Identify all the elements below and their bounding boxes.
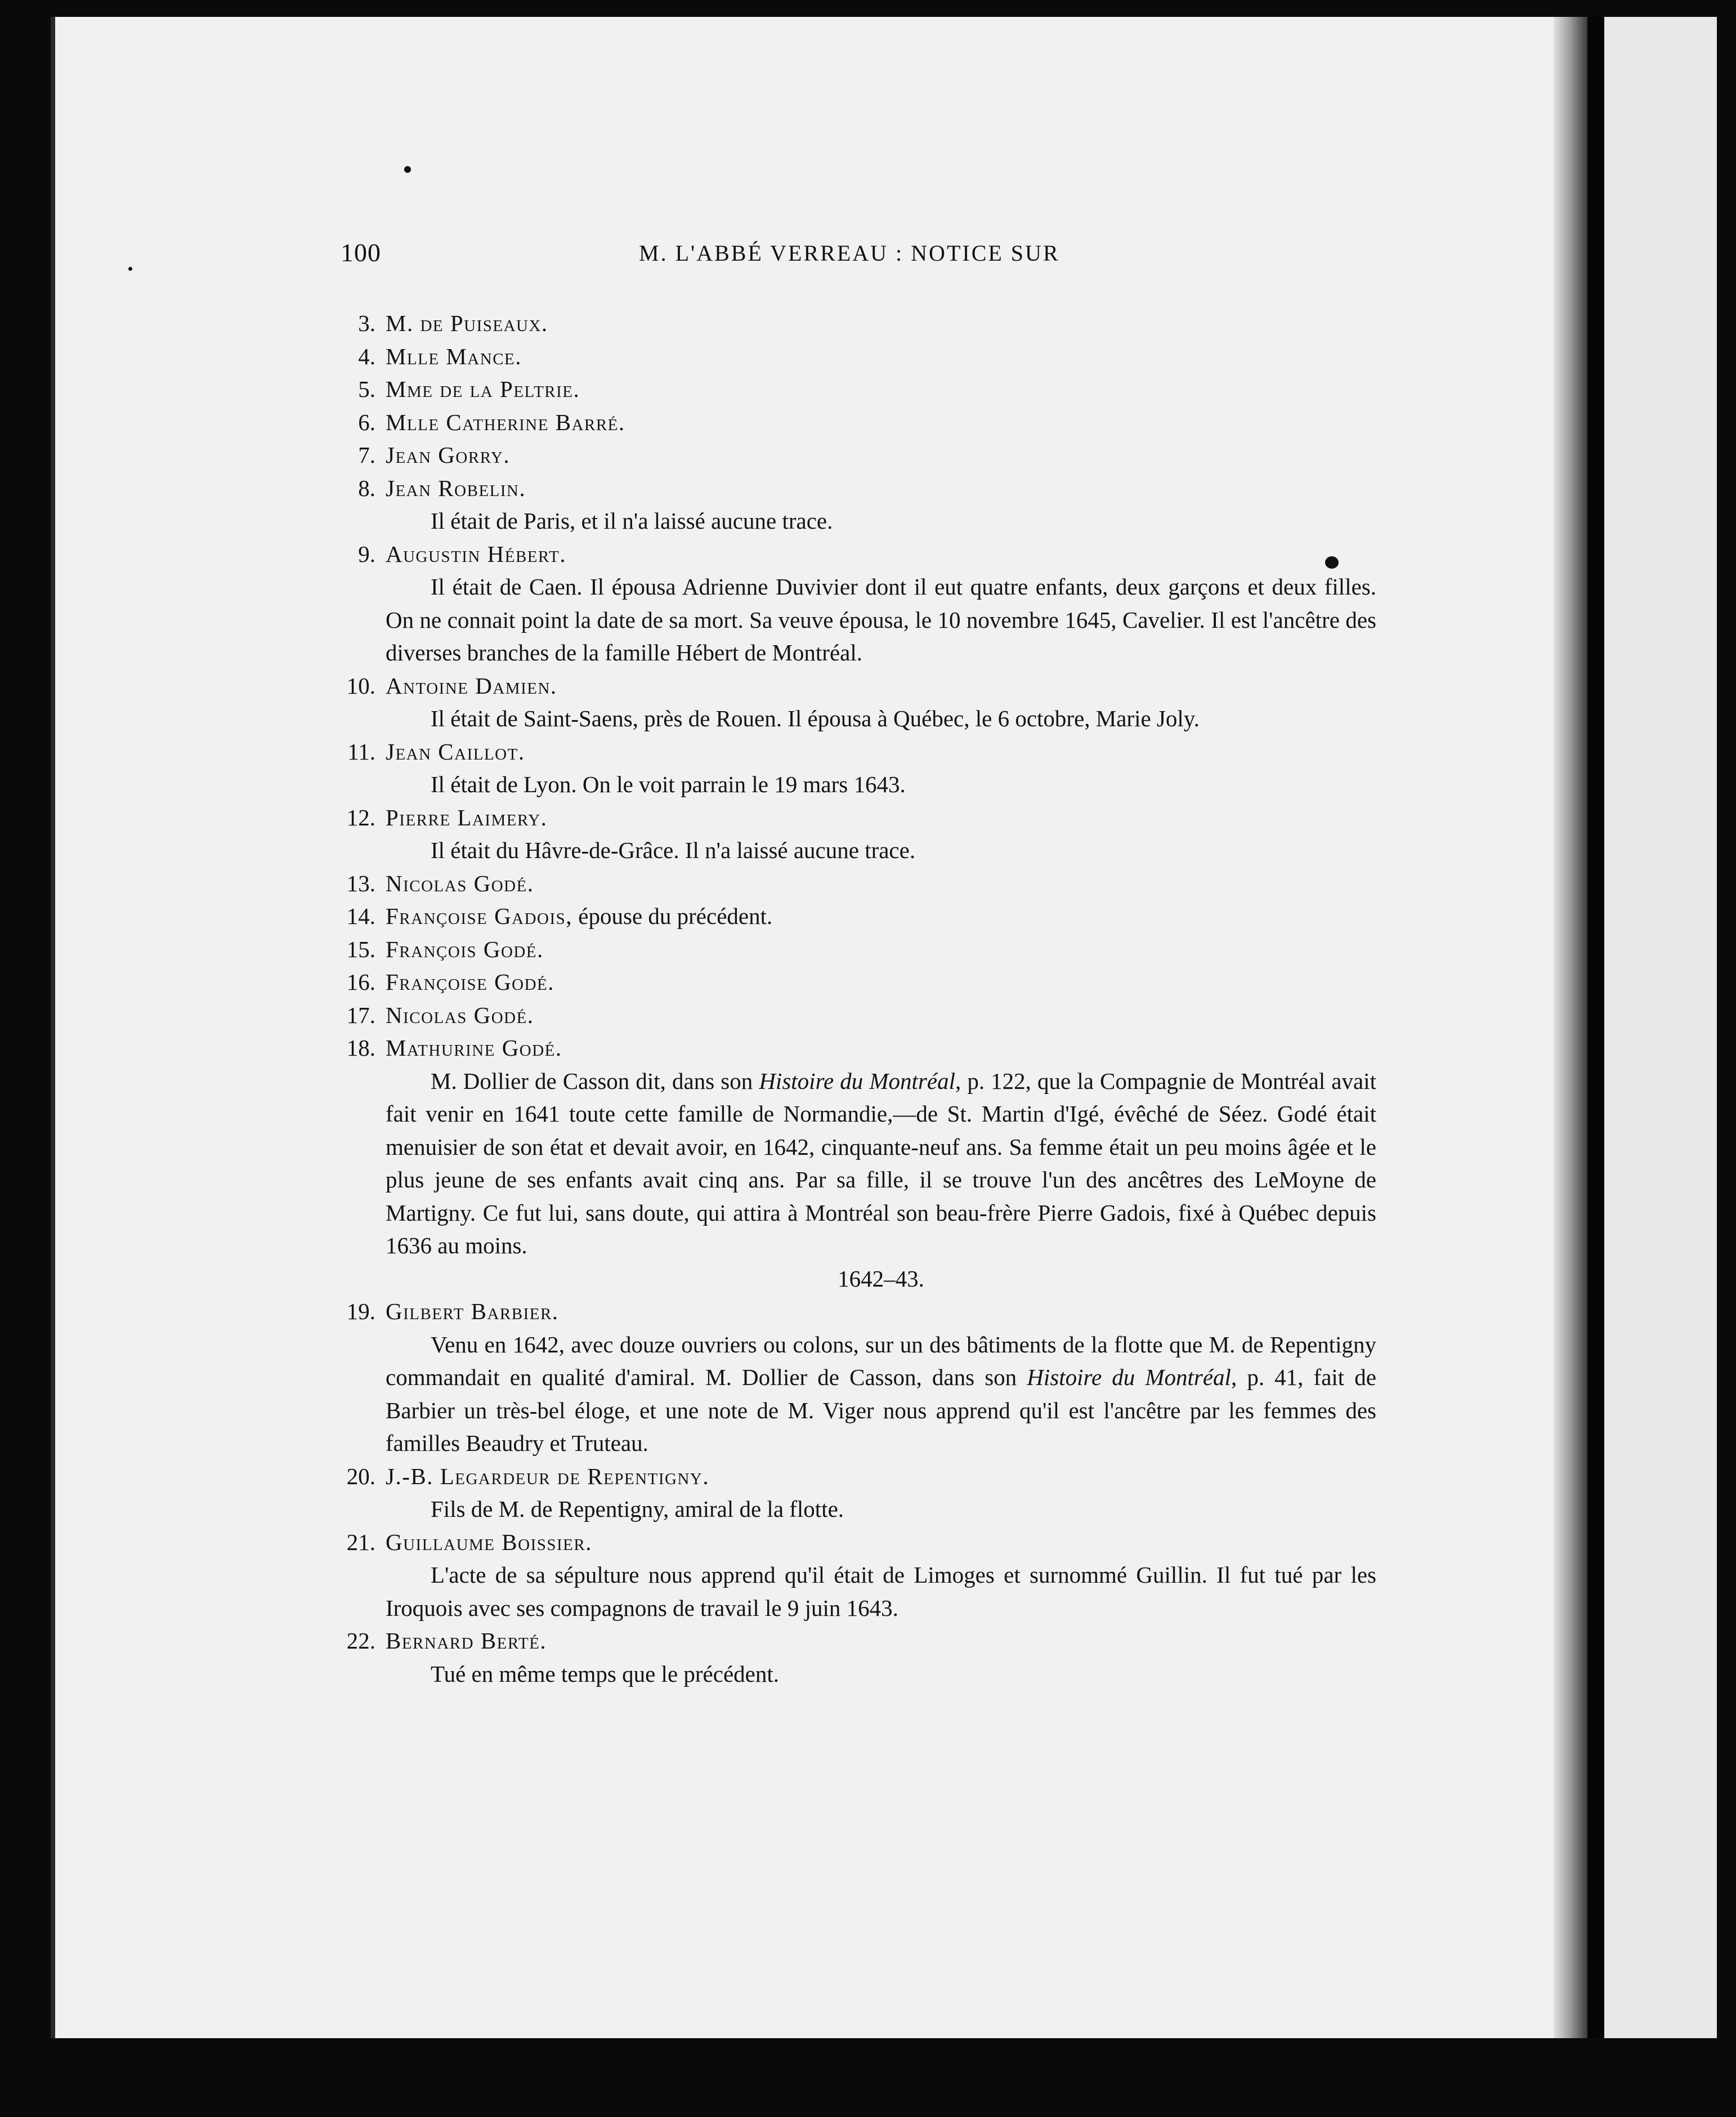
list-item — [341, 340, 1376, 373]
entry-number: 6. — [358, 409, 375, 435]
list-item — [341, 538, 1376, 669]
entry-number: 22. — [346, 1628, 375, 1654]
list-item — [341, 867, 1376, 900]
entry-head — [341, 307, 1376, 340]
entry-head — [341, 1460, 1376, 1493]
list-item — [341, 472, 1376, 538]
list-item — [341, 900, 1376, 933]
entry-note: Il était du Hâvre-de-Grâce. Il n'a laissé aucune trace. — [431, 837, 916, 863]
book-title: Histoire du Montréal — [1027, 1364, 1231, 1390]
entry-name: Mme de la Peltrie. — [386, 376, 580, 402]
entry-name: Jean Gorry. — [386, 442, 511, 468]
entry-number: 7. — [358, 442, 375, 468]
entry-note: Fils de M. de Repentigny, amiral de la flotte. — [431, 1496, 844, 1522]
list-item — [341, 966, 1376, 999]
running-head: M. L'ABBÉ VERREAU : NOTICE SUR — [639, 240, 1060, 266]
entry-head — [341, 439, 1376, 472]
list-item — [341, 999, 1376, 1032]
entry-number: 5. — [358, 376, 375, 402]
entry-name: Guillaume Boissier. — [386, 1529, 592, 1555]
book-title: Histoire du Montréal — [759, 1068, 955, 1094]
entry-number: 10. — [346, 672, 375, 699]
entry-name: Nicolas Godé. — [386, 1002, 534, 1028]
entry-name: Bernard Berté. — [386, 1628, 547, 1654]
entry-name: Pierre Laimery. — [386, 804, 548, 830]
entry-note: Il était de Caen. Il épousa Adrienne Duvivier dont il eut quatre enfants, deux garçons et deux filles. On ne connait point la date de sa mort. Sa veuve épousa, le 10 novembre 1645, Cavelier. Il est l'ancêtre des diverses branches de la famille Hébert de Montréal. — [386, 574, 1376, 666]
ink-speck — [404, 166, 411, 173]
entry-note: Il était de Saint-Saens, près de Rouen. Il épousa à Québec, le 6 octobre, Marie Joly. — [431, 705, 1200, 731]
page-header — [341, 238, 1404, 271]
entry-number: 9. — [358, 541, 375, 567]
entry-head — [341, 999, 1376, 1032]
entry-head — [341, 735, 1376, 769]
year-heading: 1642–43. — [838, 1265, 924, 1292]
list-item — [341, 933, 1376, 966]
entry-name: Mathurine Godé. — [386, 1035, 562, 1061]
entry-number: 3. — [358, 310, 375, 336]
entry-head — [341, 867, 1376, 900]
list-item — [341, 1031, 1376, 1262]
note-text: Venu en 1642, avec douze ouvriers ou colons, sur un des bâtiments de la flotte que M. de Repentigny commandait en qualité d'amiral. M. Dollier de Casson, dans son — [386, 1331, 1376, 1390]
entry-number: 15. — [346, 936, 375, 962]
list-item — [341, 1624, 1376, 1690]
entry-note: Il était de Paris, et il n'a laissé aucune trace. — [431, 508, 833, 534]
entry-name: Jean Robelin. — [386, 475, 526, 501]
note-text: , p. 122, que la Compagnie de Montréal avait fait venir en 1641 toute cette famille de Normandie,—de St. Martin d'Igé, évêché de Séez. Godé était menuisier de son état et devait avoir, en 1642, cinquante-neuf ans. Sa femme était un peu moins âgée et le plus jeune de ses enfants avait cinq ans. Par sa fille, il se trouve l'un des ancêtres des LeMoyne de Martigny. Ce fut lui, sans doute, qui attira à Montréal son beau-frère Pierre Gadois, fixé à Québec depuis 1636 au moins. — [386, 1068, 1376, 1258]
entry-number: 4. — [358, 343, 375, 369]
entry-name: Gilbert Barbier. — [386, 1298, 559, 1324]
entry-number: 21. — [346, 1529, 375, 1555]
list-item — [341, 801, 1376, 867]
list-item — [341, 1295, 1376, 1460]
entry-head — [341, 1295, 1376, 1328]
note-text: M. Dollier de Casson dit, dans son — [431, 1068, 759, 1094]
list-item — [341, 439, 1376, 472]
entry-head — [341, 801, 1376, 834]
entry-number: 18. — [346, 1035, 375, 1061]
list-item — [341, 735, 1376, 801]
entry-list — [341, 1295, 1376, 1690]
entry-head — [341, 669, 1376, 703]
entry-number: 13. — [346, 870, 375, 896]
page-number: 100 — [341, 238, 381, 267]
entry-number: 12. — [346, 804, 375, 830]
list-item — [341, 406, 1376, 439]
entry-head — [341, 538, 1376, 571]
text-column — [341, 307, 1376, 1690]
entry-name: Françoise Gadois, — [386, 903, 573, 929]
entry-number: 16. — [346, 969, 375, 995]
entry-suffix: épouse du précédent. — [572, 903, 773, 929]
entry-head — [341, 373, 1376, 406]
entry-number: 11. — [347, 738, 375, 765]
page-edge-shadow — [1554, 17, 1587, 2038]
entry-head — [341, 1624, 1376, 1658]
list-item — [341, 1460, 1376, 1526]
entry-name: Jean Caillot. — [386, 738, 525, 765]
facing-page-edge — [1604, 17, 1717, 2038]
entry-number: 19. — [346, 1298, 375, 1324]
ink-speck — [128, 267, 132, 271]
entry-number: 14. — [346, 903, 375, 929]
entry-number: 8. — [358, 475, 375, 501]
entry-head — [341, 900, 1376, 933]
entry-head — [341, 472, 1376, 505]
entry-number: 20. — [346, 1463, 375, 1489]
entry-number: 17. — [346, 1002, 375, 1028]
entry-name: Nicolas Godé. — [386, 870, 534, 896]
entry-name: Mlle Mance. — [386, 343, 522, 369]
entry-head — [341, 340, 1376, 373]
entry-head — [341, 933, 1376, 966]
entry-name: François Godé. — [386, 936, 544, 962]
entry-name: J.-B. Legardeur de Repentigny. — [386, 1463, 710, 1489]
entry-head — [341, 1526, 1376, 1559]
note-text: , p. 41, fait de Barbier un très-bel éloge, et une note de M. Viger nous apprend qu'il est l'ancêtre par les femmes des familles Beaudry et Truteau. — [386, 1364, 1376, 1456]
entry-name: Antoine Damien. — [386, 672, 557, 699]
entry-note — [341, 1328, 1376, 1460]
entry-note — [341, 1065, 1376, 1262]
entry-name: M. de Puiseaux. — [386, 310, 548, 336]
entry-name: Françoise Godé. — [386, 969, 555, 995]
entry-note: L'acte de sa sépulture nous apprend qu'il était de Limoges et surnommé Guillin. Il fut tué par les Iroquois avec ses compagnons de travail le 9 juin 1643. — [386, 1562, 1376, 1621]
list-item — [341, 1526, 1376, 1625]
entry-head — [341, 1031, 1376, 1065]
entry-head — [341, 966, 1376, 999]
entry-name: Mlle Catherine Barré. — [386, 409, 625, 435]
entry-list — [341, 307, 1376, 1262]
entry-head — [341, 406, 1376, 439]
entry-name: Augustin Hébert. — [386, 541, 567, 567]
list-item — [341, 307, 1376, 340]
entry-note: Tué en même temps que le précédent. — [431, 1660, 779, 1687]
book-gutter — [1587, 17, 1604, 2038]
list-item — [341, 373, 1376, 406]
list-item — [341, 669, 1376, 735]
entry-note: Il était de Lyon. On le voit parrain le 19 mars 1643. — [431, 771, 906, 797]
